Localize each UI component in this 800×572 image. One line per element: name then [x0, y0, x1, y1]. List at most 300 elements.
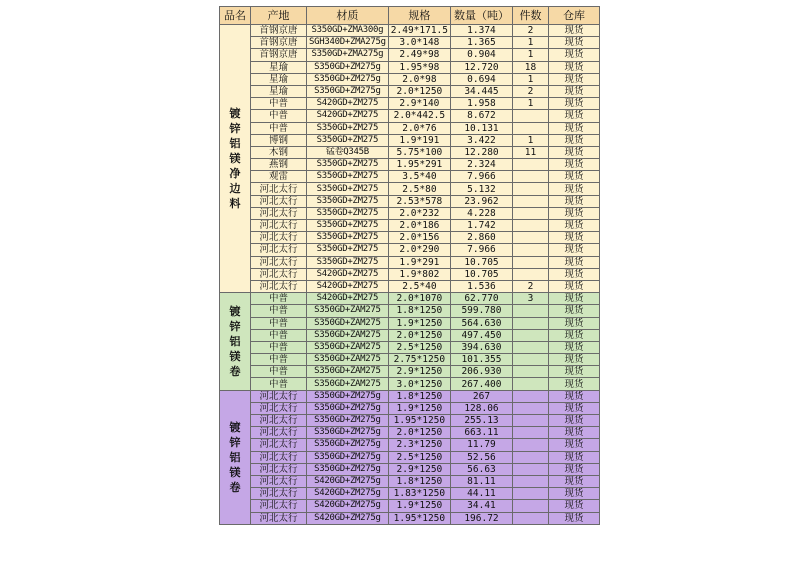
pieces-cell: [512, 415, 548, 427]
pieces-cell: [512, 305, 548, 317]
pieces-cell: [512, 366, 548, 378]
spec-cell: 2.0*290: [388, 244, 450, 256]
origin-cell: 中普: [251, 354, 307, 366]
origin-cell: 中普: [251, 110, 307, 122]
origin-cell: 木钢: [251, 146, 307, 158]
spec-cell: 2.0*1250: [388, 85, 450, 97]
pieces-cell: [512, 171, 548, 183]
warehouse-cell: 现货: [548, 73, 599, 85]
table-row: [220, 25, 600, 37]
warehouse-cell: 现货: [548, 25, 599, 37]
table-row: [220, 463, 600, 475]
header-row: [220, 7, 600, 25]
material-cell: S420GD+ZM275: [307, 268, 389, 280]
quantity-cell: 663.11: [450, 427, 512, 439]
quantity-cell: 0.904: [450, 49, 512, 61]
spec-cell: 2.9*140: [388, 98, 450, 110]
pieces-cell: [512, 183, 548, 195]
quantity-cell: 81.11: [450, 475, 512, 487]
spec-cell: 2.0*76: [388, 122, 450, 134]
origin-cell: 首钢京唐: [251, 37, 307, 49]
material-cell: S350GD+ZM275: [307, 244, 389, 256]
pieces-cell: 1: [512, 37, 548, 49]
warehouse-cell: 现货: [548, 110, 599, 122]
header-spec: 规格: [388, 7, 450, 25]
pieces-cell: [512, 354, 548, 366]
warehouse-cell: 现货: [548, 146, 599, 158]
quantity-cell: 23.962: [450, 195, 512, 207]
warehouse-cell: 现货: [548, 49, 599, 61]
quantity-cell: 599.780: [450, 305, 512, 317]
spec-cell: 1.9*1250: [388, 402, 450, 414]
quantity-cell: 2.860: [450, 232, 512, 244]
warehouse-cell: 现货: [548, 98, 599, 110]
origin-cell: 中普: [251, 378, 307, 390]
pieces-cell: 1: [512, 98, 548, 110]
spec-cell: 1.9*1250: [388, 317, 450, 329]
material-cell: S420GD+ZM275: [307, 280, 389, 292]
table-row: [220, 98, 600, 110]
pieces-cell: [512, 329, 548, 341]
pieces-cell: 11: [512, 146, 548, 158]
spec-cell: 2.0*232: [388, 207, 450, 219]
table-row: [220, 244, 600, 256]
material-cell: S350GD+ZAM275: [307, 354, 389, 366]
material-cell: S350GD+ZM275g: [307, 439, 389, 451]
warehouse-cell: 现货: [548, 317, 599, 329]
origin-cell: 河北太行: [251, 427, 307, 439]
origin-cell: 博钢: [251, 134, 307, 146]
table-row: [220, 171, 600, 183]
warehouse-cell: 现货: [548, 512, 599, 524]
quantity-cell: 34.445: [450, 85, 512, 97]
warehouse-cell: 现货: [548, 500, 599, 512]
header-pieces: 件数: [512, 7, 548, 25]
origin-cell: 河北太行: [251, 232, 307, 244]
header-product-name: 品名: [220, 7, 251, 25]
table-row: [220, 451, 600, 463]
warehouse-cell: 现货: [548, 475, 599, 487]
origin-cell: 中普: [251, 293, 307, 305]
origin-cell: 河北太行: [251, 451, 307, 463]
table-row: [220, 500, 600, 512]
origin-cell: 河北太行: [251, 500, 307, 512]
material-cell: S350GD+ZM275: [307, 195, 389, 207]
spec-cell: 1.83*1250: [388, 488, 450, 500]
origin-cell: 河北太行: [251, 280, 307, 292]
spec-cell: 2.9*1250: [388, 463, 450, 475]
pieces-cell: 1: [512, 134, 548, 146]
pieces-cell: [512, 402, 548, 414]
pieces-cell: [512, 463, 548, 475]
spec-cell: 1.95*1250: [388, 512, 450, 524]
quantity-cell: 8.672: [450, 110, 512, 122]
origin-cell: 河北太行: [251, 488, 307, 500]
pieces-cell: [512, 232, 548, 244]
origin-cell: 中普: [251, 98, 307, 110]
pieces-cell: [512, 317, 548, 329]
origin-cell: 中普: [251, 366, 307, 378]
quantity-cell: 10.705: [450, 268, 512, 280]
quantity-cell: 7.966: [450, 171, 512, 183]
quantity-cell: 394.630: [450, 341, 512, 353]
origin-cell: 星瑜: [251, 61, 307, 73]
warehouse-cell: 现货: [548, 378, 599, 390]
pieces-cell: 2: [512, 280, 548, 292]
origin-cell: 河北太行: [251, 415, 307, 427]
pieces-cell: [512, 488, 548, 500]
table-row: [220, 49, 600, 61]
spec-cell: 2.3*1250: [388, 439, 450, 451]
table-row: [220, 122, 600, 134]
warehouse-cell: 现货: [548, 390, 599, 402]
warehouse-cell: 现货: [548, 305, 599, 317]
spec-cell: 1.95*291: [388, 159, 450, 171]
table-row: [220, 329, 600, 341]
spec-cell: 3.0*1250: [388, 378, 450, 390]
spec-cell: 2.5*1250: [388, 341, 450, 353]
quantity-cell: 4.228: [450, 207, 512, 219]
warehouse-cell: 现货: [548, 61, 599, 73]
origin-cell: 河北太行: [251, 268, 307, 280]
pieces-cell: 2: [512, 85, 548, 97]
warehouse-cell: 现货: [548, 134, 599, 146]
material-cell: S350GD+ZM275g: [307, 402, 389, 414]
table-row: [220, 37, 600, 49]
origin-cell: 中普: [251, 305, 307, 317]
spec-cell: 2.0*98: [388, 73, 450, 85]
spec-cell: 2.49*171.5: [388, 25, 450, 37]
table-row: [220, 293, 600, 305]
table-row: [220, 183, 600, 195]
spec-cell: 2.0*1250: [388, 427, 450, 439]
pieces-cell: [512, 268, 548, 280]
spec-cell: 2.5*1250: [388, 451, 450, 463]
material-cell: S350GD+ZM275g: [307, 463, 389, 475]
material-cell: S350GD+ZM275g: [307, 451, 389, 463]
table-row: [220, 402, 600, 414]
material-cell: SGH340D+ZMA275g: [307, 37, 389, 49]
table-row: [220, 256, 600, 268]
spec-cell: 3.5*40: [388, 171, 450, 183]
inventory-table: [219, 6, 600, 525]
warehouse-cell: 现货: [548, 159, 599, 171]
pieces-cell: [512, 439, 548, 451]
product-group-label: 镀锌铝镁卷: [220, 390, 251, 524]
table-row: [220, 195, 600, 207]
pieces-cell: 3: [512, 293, 548, 305]
pieces-cell: [512, 195, 548, 207]
quantity-cell: 1.374: [450, 25, 512, 37]
pieces-cell: [512, 256, 548, 268]
material-cell: S350GD+ZM275: [307, 220, 389, 232]
material-cell: S350GD+ZM275g: [307, 85, 389, 97]
spec-cell: 1.9*291: [388, 256, 450, 268]
material-cell: S350GD+ZAM275: [307, 378, 389, 390]
material-cell: S420GD+ZM275g: [307, 500, 389, 512]
quantity-cell: 34.41: [450, 500, 512, 512]
origin-cell: 观雷: [251, 171, 307, 183]
table-row: [220, 280, 600, 292]
quantity-cell: 267.400: [450, 378, 512, 390]
spec-cell: 1.8*1250: [388, 305, 450, 317]
warehouse-cell: 现货: [548, 232, 599, 244]
quantity-cell: 2.324: [450, 159, 512, 171]
quantity-cell: 11.79: [450, 439, 512, 451]
quantity-cell: 101.355: [450, 354, 512, 366]
quantity-cell: 564.630: [450, 317, 512, 329]
table-row: [220, 159, 600, 171]
table-row: [220, 390, 600, 402]
warehouse-cell: 现货: [548, 37, 599, 49]
material-cell: S420GD+ZM275: [307, 293, 389, 305]
pieces-cell: 1: [512, 49, 548, 61]
inventory-sheet: [219, 6, 600, 525]
quantity-cell: 7.966: [450, 244, 512, 256]
spec-cell: 2.53*578: [388, 195, 450, 207]
quantity-cell: 497.450: [450, 329, 512, 341]
spec-cell: 2.5*40: [388, 280, 450, 292]
spec-cell: 2.0*1250: [388, 329, 450, 341]
origin-cell: 河北太行: [251, 195, 307, 207]
warehouse-cell: 现货: [548, 354, 599, 366]
spec-cell: 2.0*156: [388, 232, 450, 244]
origin-cell: 中普: [251, 341, 307, 353]
warehouse-cell: 现货: [548, 122, 599, 134]
quantity-cell: 1.742: [450, 220, 512, 232]
material-cell: S350GD+ZM275: [307, 183, 389, 195]
table-row: [220, 488, 600, 500]
pieces-cell: 18: [512, 61, 548, 73]
origin-cell: 中普: [251, 329, 307, 341]
quantity-cell: 128.06: [450, 402, 512, 414]
table-row: [220, 415, 600, 427]
material-cell: S420GD+ZM275: [307, 110, 389, 122]
spec-cell: 2.49*98: [388, 49, 450, 61]
origin-cell: 中普: [251, 122, 307, 134]
warehouse-cell: 现货: [548, 256, 599, 268]
material-cell: S350GD+ZM275g: [307, 61, 389, 73]
spec-cell: 1.95*1250: [388, 415, 450, 427]
quantity-cell: 56.63: [450, 463, 512, 475]
table-row: [220, 366, 600, 378]
warehouse-cell: 现货: [548, 183, 599, 195]
material-cell: S350GD+ZMA300g: [307, 25, 389, 37]
spec-cell: 2.75*1250: [388, 354, 450, 366]
table-row: [220, 110, 600, 122]
material-cell: S350GD+ZM275: [307, 159, 389, 171]
quantity-cell: 10.131: [450, 122, 512, 134]
quantity-cell: 12.720: [450, 61, 512, 73]
quantity-cell: 206.930: [450, 366, 512, 378]
spec-cell: 1.8*1250: [388, 390, 450, 402]
warehouse-cell: 现货: [548, 280, 599, 292]
origin-cell: 河北太行: [251, 220, 307, 232]
spec-cell: 2.5*80: [388, 183, 450, 195]
pieces-cell: 1: [512, 73, 548, 85]
pieces-cell: [512, 512, 548, 524]
material-cell: S350GD+ZM275g: [307, 390, 389, 402]
origin-cell: 首钢京唐: [251, 25, 307, 37]
material-cell: S350GD+ZM275: [307, 256, 389, 268]
pieces-cell: [512, 159, 548, 171]
origin-cell: 首钢京唐: [251, 49, 307, 61]
pieces-cell: 2: [512, 25, 548, 37]
table-row: [220, 305, 600, 317]
table-row: [220, 354, 600, 366]
origin-cell: 河北太行: [251, 183, 307, 195]
warehouse-cell: 现货: [548, 439, 599, 451]
warehouse-cell: 现货: [548, 195, 599, 207]
table-row: [220, 220, 600, 232]
origin-cell: 星瑜: [251, 85, 307, 97]
material-cell: S350GD+ZM275: [307, 134, 389, 146]
warehouse-cell: 现货: [548, 341, 599, 353]
spec-cell: 2.0*1070: [388, 293, 450, 305]
pieces-cell: [512, 207, 548, 219]
origin-cell: 河北太行: [251, 439, 307, 451]
table-row: [220, 268, 600, 280]
table-row: [220, 61, 600, 73]
spec-cell: 1.9*802: [388, 268, 450, 280]
spec-cell: 5.75*100: [388, 146, 450, 158]
quantity-cell: 255.13: [450, 415, 512, 427]
quantity-cell: 52.56: [450, 451, 512, 463]
spec-cell: 1.9*1250: [388, 500, 450, 512]
quantity-cell: 5.132: [450, 183, 512, 195]
material-cell: 锰卷Q345B: [307, 146, 389, 158]
spec-cell: 2.0*442.5: [388, 110, 450, 122]
table-row: [220, 317, 600, 329]
pieces-cell: [512, 220, 548, 232]
warehouse-cell: 现货: [548, 207, 599, 219]
pieces-cell: [512, 244, 548, 256]
material-cell: S350GD+ZM275: [307, 122, 389, 134]
material-cell: S420GD+ZM275g: [307, 488, 389, 500]
pieces-cell: [512, 110, 548, 122]
origin-cell: 河北太行: [251, 390, 307, 402]
material-cell: S350GD+ZM275g: [307, 415, 389, 427]
quantity-cell: 12.280: [450, 146, 512, 158]
material-cell: S350GD+ZM275g: [307, 427, 389, 439]
table-row: [220, 85, 600, 97]
quantity-cell: 44.11: [450, 488, 512, 500]
material-cell: S420GD+ZM275: [307, 98, 389, 110]
pieces-cell: [512, 475, 548, 487]
product-group-label: 镀锌铝镁卷: [220, 293, 251, 391]
warehouse-cell: 现货: [548, 415, 599, 427]
material-cell: S350GD+ZAM275: [307, 317, 389, 329]
table-row: [220, 475, 600, 487]
header-quantity: 数量（吨）: [450, 7, 512, 25]
table-row: [220, 207, 600, 219]
material-cell: S350GD+ZM275: [307, 207, 389, 219]
material-cell: S350GD+ZAM275: [307, 305, 389, 317]
spec-cell: 1.9*191: [388, 134, 450, 146]
table-row: [220, 427, 600, 439]
warehouse-cell: 现货: [548, 427, 599, 439]
material-cell: S350GD+ZM275: [307, 232, 389, 244]
warehouse-cell: 现货: [548, 329, 599, 341]
origin-cell: 燕钢: [251, 159, 307, 171]
warehouse-cell: 现货: [548, 293, 599, 305]
quantity-cell: 1.536: [450, 280, 512, 292]
origin-cell: 河北太行: [251, 475, 307, 487]
pieces-cell: [512, 427, 548, 439]
header-material: 材质: [307, 7, 389, 25]
spec-cell: 2.9*1250: [388, 366, 450, 378]
material-cell: S420GD+ZM275g: [307, 512, 389, 524]
warehouse-cell: 现货: [548, 244, 599, 256]
warehouse-cell: 现货: [548, 402, 599, 414]
table-row: [220, 512, 600, 524]
warehouse-cell: 现货: [548, 463, 599, 475]
material-cell: S350GD+ZMA275g: [307, 49, 389, 61]
table-row: [220, 439, 600, 451]
pieces-cell: [512, 390, 548, 402]
warehouse-cell: 现货: [548, 85, 599, 97]
origin-cell: 河北太行: [251, 244, 307, 256]
origin-cell: 河北太行: [251, 207, 307, 219]
table-row: [220, 146, 600, 158]
table-row: [220, 232, 600, 244]
spec-cell: 3.0*148: [388, 37, 450, 49]
table-row: [220, 73, 600, 85]
table-body: [220, 25, 600, 525]
origin-cell: 河北太行: [251, 256, 307, 268]
header-origin: 产地: [251, 7, 307, 25]
table-row: [220, 134, 600, 146]
quantity-cell: 267: [450, 390, 512, 402]
spec-cell: 2.0*186: [388, 220, 450, 232]
material-cell: S350GD+ZAM275: [307, 366, 389, 378]
quantity-cell: 3.422: [450, 134, 512, 146]
origin-cell: 河北太行: [251, 512, 307, 524]
warehouse-cell: 现货: [548, 488, 599, 500]
origin-cell: 中普: [251, 317, 307, 329]
pieces-cell: [512, 341, 548, 353]
material-cell: S350GD+ZM275g: [307, 73, 389, 85]
pieces-cell: [512, 500, 548, 512]
table-row: [220, 341, 600, 353]
warehouse-cell: 现货: [548, 171, 599, 183]
material-cell: S350GD+ZM275: [307, 171, 389, 183]
quantity-cell: 1.958: [450, 98, 512, 110]
material-cell: S350GD+ZAM275: [307, 329, 389, 341]
pieces-cell: [512, 451, 548, 463]
table-row: [220, 378, 600, 390]
material-cell: S420GD+ZM275g: [307, 475, 389, 487]
origin-cell: 星瑜: [251, 73, 307, 85]
header-warehouse: 仓库: [548, 7, 599, 25]
product-group-label: 镀锌铝镁净边料: [220, 25, 251, 293]
warehouse-cell: 现货: [548, 268, 599, 280]
warehouse-cell: 现货: [548, 451, 599, 463]
quantity-cell: 0.694: [450, 73, 512, 85]
pieces-cell: [512, 122, 548, 134]
quantity-cell: 1.365: [450, 37, 512, 49]
warehouse-cell: 现货: [548, 220, 599, 232]
spec-cell: 1.95*98: [388, 61, 450, 73]
spec-cell: 1.8*1250: [388, 475, 450, 487]
quantity-cell: 10.705: [450, 256, 512, 268]
material-cell: S350GD+ZAM275: [307, 341, 389, 353]
quantity-cell: 196.72: [450, 512, 512, 524]
origin-cell: 河北太行: [251, 402, 307, 414]
pieces-cell: [512, 378, 548, 390]
quantity-cell: 62.770: [450, 293, 512, 305]
warehouse-cell: 现货: [548, 366, 599, 378]
